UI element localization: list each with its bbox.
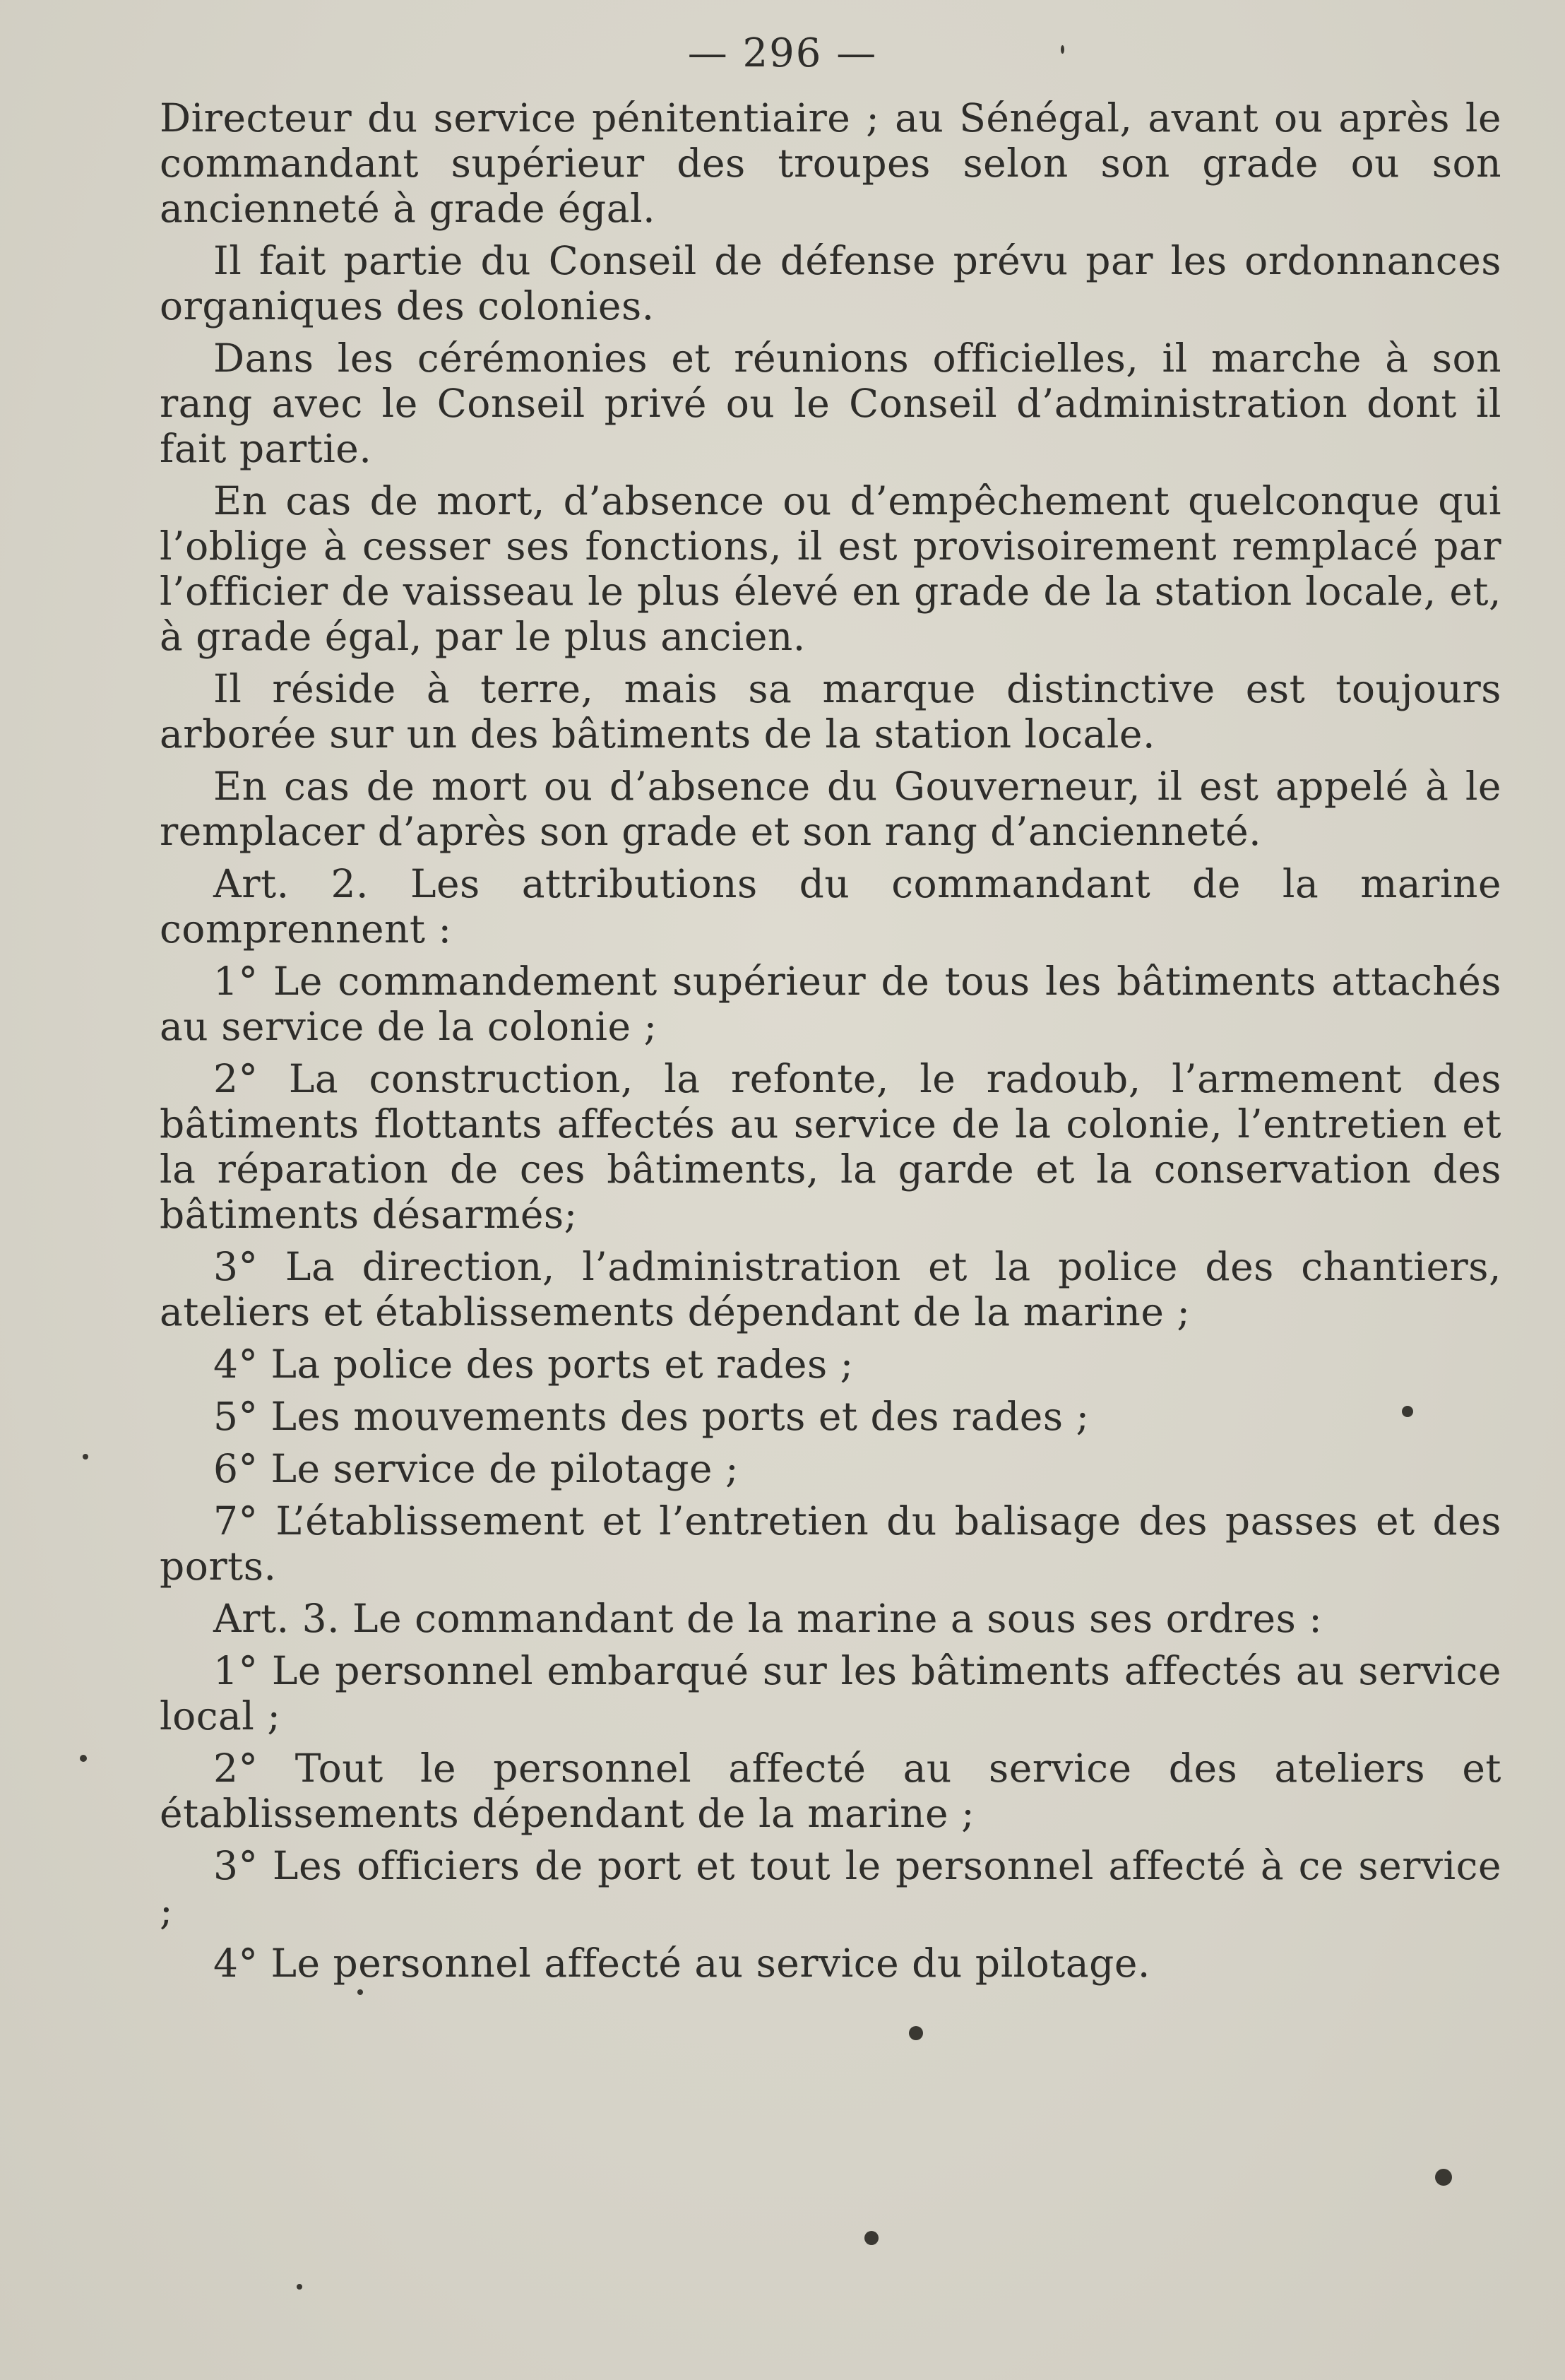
article-3-item-1: 1° Le personnel embarqué sur les bâtiments affectés au service local ; <box>160 1648 1501 1739</box>
article-2-item-5: 5° Les mouvements des ports et des rades ; <box>213 1394 1090 1439</box>
paragraph-3: Dans les cérémonies et réunions officielles, il marche à son rang avec le Conseil privé ou le Conseil d’administration dont il fait partie. <box>160 336 1501 471</box>
paper-speck <box>1435 2169 1452 2186</box>
article-2-item-2: 2° La construction, la refonte, le radoub, l’armement des bâtiments flottants affectés au service de la colonie, l’entretien et la réparation de ces bâtiments, la garde et la conservation des bâtiments désarmés; <box>160 1056 1501 1237</box>
article-3-item-2: 2° Tout le personnel affecté au service des ateliers et établissements dépendant de la marine ; <box>160 1746 1501 1836</box>
paragraph-1: Directeur du service pénitentiaire ; au Sénégal, avant ou après le commandant supérieur des troupes selon son grade ou son ancienneté à grade égal. <box>160 95 1501 231</box>
paper-speck <box>83 1454 88 1460</box>
article-2-item-1: 1° Le commandement supérieur de tous les bâtiments attachés au service de la colonie ; <box>160 959 1501 1049</box>
article-2-item-7: 7° L’établissement et l’entretien du balisage des passes et des ports. <box>160 1498 1501 1589</box>
paragraph-2: Il fait partie du Conseil de défense prévu par les ordonnances organiques des colonies. <box>160 238 1501 328</box>
article-2-item-6: 6° Le service de pilotage ; <box>213 1446 739 1491</box>
article-3-item-3: 3° Les officiers de port et tout le personnel affecté à ce service ; <box>160 1843 1501 1934</box>
article-2-item-4: 4° La police des ports et rades ; <box>213 1342 854 1387</box>
paragraph-5: Il réside à terre, mais sa marque distinctive est toujours arborée sur un des bâtiments de la station locale. <box>160 666 1501 757</box>
article-3-heading: Art. 3. Le commandant de la marine a sous ses ordres : <box>213 1596 1323 1641</box>
body-text <box>160 95 1501 1993</box>
article-2-heading: Art. 2. Les attributions du commandant de la marine comprennent : <box>160 861 1501 952</box>
paper-speck <box>909 2026 923 2040</box>
paper-speck <box>1061 45 1064 54</box>
paragraph-4: En cas de mort, d’absence ou d’empêchement quelconque qui l’oblige à cesser ses fonctions, il est provisoirement remplacé par l’officier de vaisseau le plus élevé en grade de la station locale, et, à grade égal, par le plus ancien. <box>160 478 1501 659</box>
paper-speck <box>357 1989 363 1995</box>
paper-speck <box>864 2231 879 2245</box>
paper-speck <box>80 1755 87 1762</box>
paper-speck <box>297 2284 302 2290</box>
article-2-item-3: 3° La direction, l’administration et la police des chantiers, ateliers et établissements dépendant de la marine ; <box>160 1244 1501 1334</box>
page-number: — 296 — <box>687 30 878 76</box>
paragraph-6: En cas de mort ou d’absence du Gouverneur, il est appelé à le remplacer d’après son grade et son rang d’ancienneté. <box>160 764 1501 854</box>
article-3-item-4: 4° Le personnel affecté au service du pilotage. <box>213 1941 1150 1986</box>
paper-speck <box>1402 1406 1413 1417</box>
